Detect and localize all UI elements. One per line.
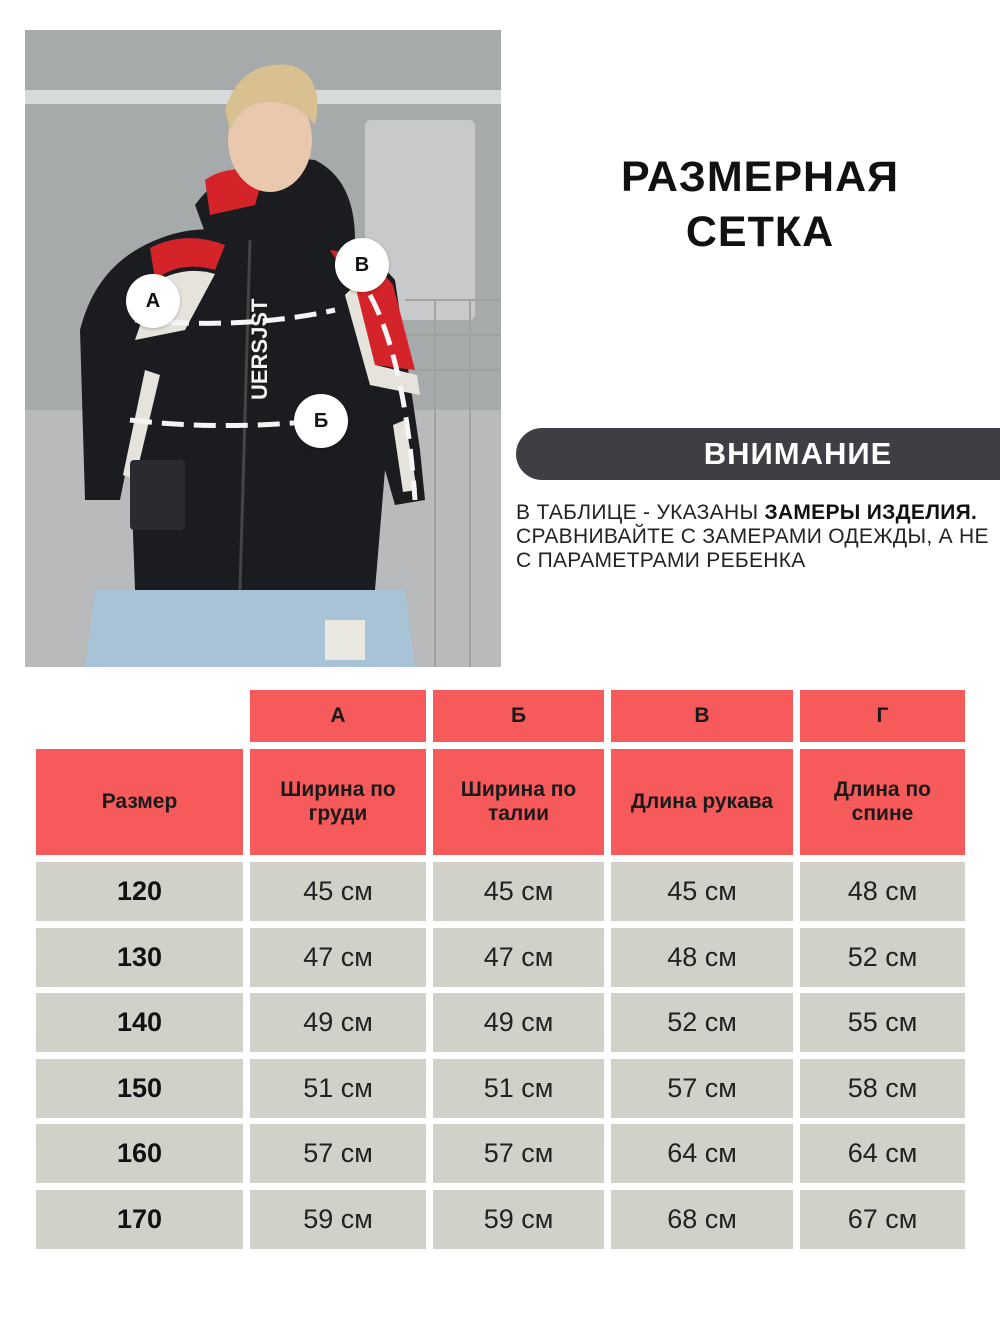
row-value: 64 см [611,1124,793,1183]
row-value: 49 см [433,993,604,1052]
jacket-illustration [25,30,501,667]
row-value: 57 см [611,1059,793,1118]
column-label-back: Длина по спине [800,749,965,855]
product-photo [25,30,501,667]
row-size: 160 [36,1124,243,1183]
note-text-1: В ТАБЛИЦЕ - УКАЗАНЫ [516,501,765,524]
row-value: 55 см [800,993,965,1052]
row-value: 45 см [611,862,793,921]
row-size: 120 [36,862,243,921]
row-value: 57 см [250,1124,426,1183]
attention-note [516,501,1000,573]
row-value: 59 см [250,1190,426,1249]
title-line-2: СЕТКА [685,208,835,256]
column-label-waist: Ширина по талии [433,749,604,855]
marker-b: Б [294,394,348,448]
row-value: 51 см [250,1059,426,1118]
row-value: 49 см [250,993,426,1052]
column-letter-b: Б [433,690,604,742]
note-text-bold: ЗАМЕРЫ ИЗДЕЛИЯ. [764,501,978,524]
row-size: 130 [36,928,243,987]
row-value: 45 см [250,862,426,921]
jacket-print: UERSJST [247,298,272,400]
column-letter-g: Г [800,690,965,742]
row-size: 140 [36,993,243,1052]
row-value: 68 см [611,1190,793,1249]
row-value: 47 см [250,928,426,987]
row-value: 52 см [611,993,793,1052]
note-text-2: СРАВНИВАЙТЕ С ЗАМЕРАМИ ОДЕЖДЫ, А НЕ С ПАРАМЕТРАМИ РЕБЕНКА [516,525,989,572]
row-value: 48 см [800,862,965,921]
row-value: 51 см [433,1059,604,1118]
row-size: 170 [36,1190,243,1249]
column-letter-v: В [611,690,793,742]
row-value: 52 см [800,928,965,987]
row-value: 45 см [433,862,604,921]
column-label-sleeve: Длина рукава [611,749,793,855]
title-line-1: РАЗМЕРНАЯ [620,153,900,201]
row-value: 67 см [800,1190,965,1249]
attention-banner [516,428,1000,480]
page-title [560,150,960,260]
row-value: 59 см [433,1190,604,1249]
row-value: 48 см [611,928,793,987]
row-value: 58 см [800,1059,965,1118]
row-size: 150 [36,1059,243,1118]
column-label-chest: Ширина по груди [250,749,426,855]
size-header: Размер [36,749,243,855]
row-value: 47 см [433,928,604,987]
marker-v: В [335,238,389,292]
marker-a: А [126,274,180,328]
row-value: 57 см [433,1124,604,1183]
attention-label: ВНИМАНИЕ [703,436,893,471]
row-value: 64 см [800,1124,965,1183]
column-letter-a: А [250,690,426,742]
